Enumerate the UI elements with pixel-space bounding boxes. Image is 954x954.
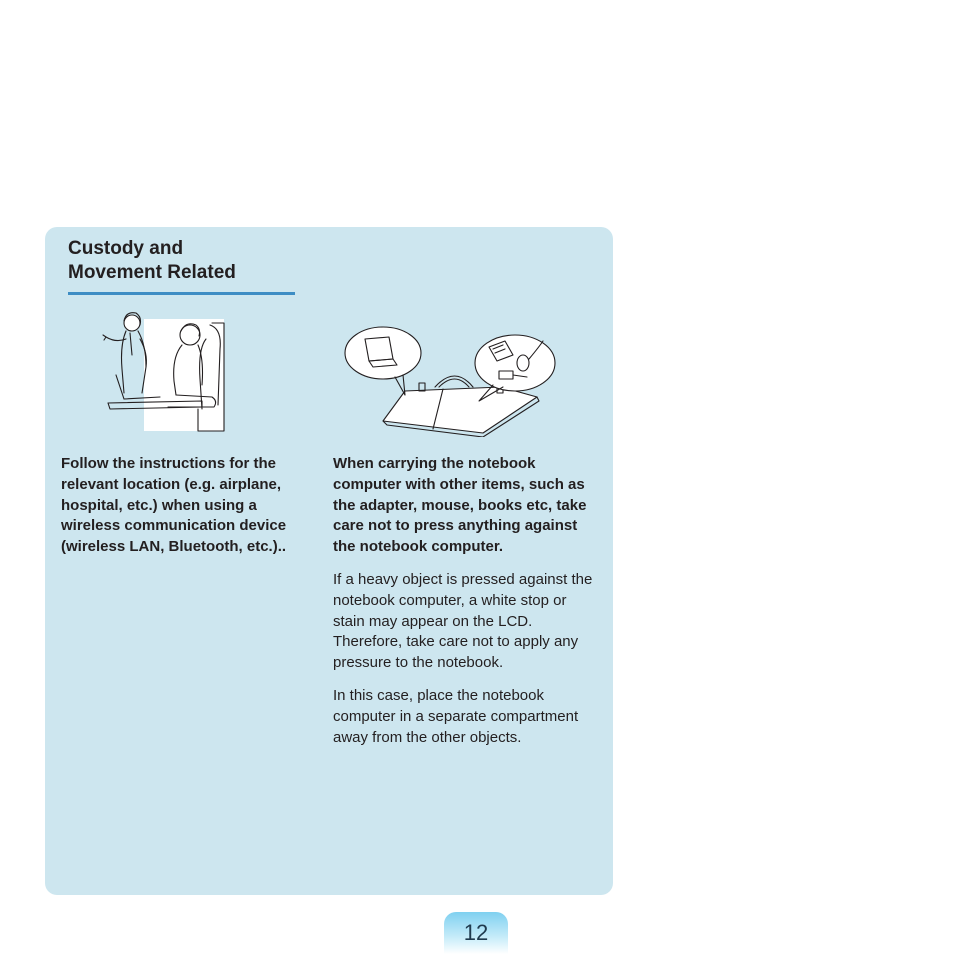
wireless-instruction: Follow the instructions for the relevant location (e.g. airplane, hospital, etc.) when using a wireless communication device (wireless LAN, Bluetooth, etc.)..: [61, 455, 287, 556]
right-column: [333, 454, 595, 748]
section-title-line2: Movement Related: [68, 262, 236, 283]
page-number: 12: [463, 920, 489, 945]
airplane-passenger-illustration: [102, 309, 227, 433]
separate-compartment-paragraph: In this case, place the notebook computer in a separate compartment away from the other objects.: [333, 686, 579, 746]
left-column: [61, 454, 311, 558]
carrying-instruction: When carrying the notebook computer with other items, such as the adapter, mouse, books etc, take care not to press anything against the notebook computer.: [333, 455, 587, 556]
section-title: [68, 237, 308, 285]
custody-movement-panel: [45, 227, 613, 895]
title-underline: [68, 292, 295, 295]
laptop-bag-illustration: [343, 325, 559, 437]
page-number-badge: [444, 912, 508, 954]
section-title-line1: Custody and: [68, 238, 184, 259]
pressure-warning-paragraph: If a heavy object is pressed against the notebook computer, a white stop or stain may appear on the LCD. Therefore, take care not to apply any pressure to the notebook.: [333, 570, 593, 672]
